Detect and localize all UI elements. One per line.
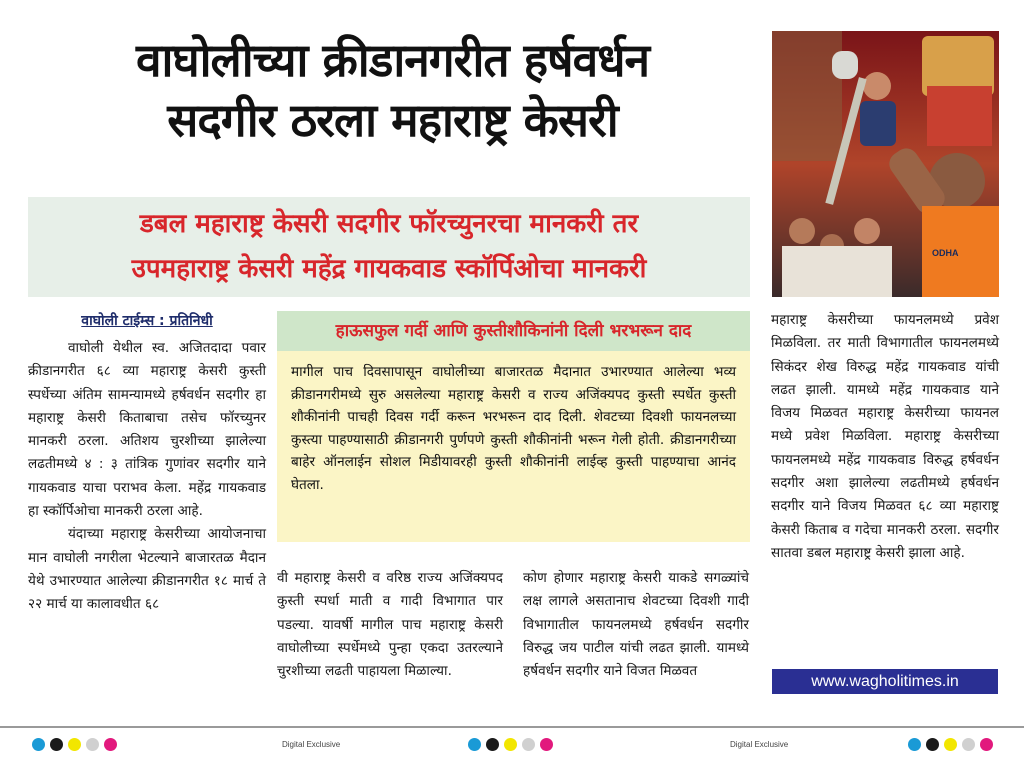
cyan-mark-icon bbox=[468, 738, 481, 751]
black-mark-icon bbox=[486, 738, 499, 751]
yellow-mark-icon bbox=[68, 738, 81, 751]
article-column-1 bbox=[28, 337, 266, 617]
grey-mark-icon bbox=[86, 738, 99, 751]
article-paragraph: महाराष्ट्र केसरीच्या फायनलमध्ये प्रवेश मिळविला. तर माती विभागातील फायनलमध्ये सिकंदर शेख विरुद्ध महेंद्र गायकवाड यांची लढत झाली. यामध्ये महेंद्र गायकवाड याने विजय मिळवत महाराष्ट्र केसरीच्या फायनल मध्ये प्रवेश मिळविला. महाराष्ट्र केसरीच्या फायनलमध्ये महेंद्र गायकवाड विरुद्ध हर्षवर्धन सदगीर अशा झालेल्या लढतीमध्ये हर्षवर्धन सदगीर याने विजय मिळवत ६८ व्या महाराष्ट्र केसरी किताब व गदेचा मानकरी ठरला. सदगीर सातवा डबल महाराष्ट्र केसरी झाला आहे. bbox=[771, 312, 999, 561]
magenta-mark-icon bbox=[980, 738, 993, 751]
headline-line-1: वाघोलीच्या क्रीडानगरीत हर्षवर्धन bbox=[135, 33, 650, 87]
cyan-mark-icon bbox=[908, 738, 921, 751]
black-mark-icon bbox=[926, 738, 939, 751]
article-column-4 bbox=[771, 309, 999, 565]
magenta-mark-icon bbox=[540, 738, 553, 751]
svg-text:ODHA: ODHA bbox=[932, 248, 959, 258]
wrestler-photo-illustration bbox=[772, 31, 999, 297]
headline bbox=[20, 30, 765, 150]
yellow-mark-icon bbox=[504, 738, 517, 751]
grey-mark-icon bbox=[962, 738, 975, 751]
article-paragraph: यंदाच्या महाराष्ट्र केसरीच्या आयोजनाचा मान वाघोली नगरीला भेटल्याने बाजारतळ मैदान येथे उभारण्यात आलेल्या क्रीडानगरीत १८ मार्च ते २२ मार्च या कालावधीत ६८ bbox=[28, 526, 266, 613]
article-column-2 bbox=[277, 567, 503, 683]
footer-tag: Digital Exclusive bbox=[730, 740, 789, 749]
yellow-mark-icon bbox=[944, 738, 957, 751]
highlight-box bbox=[277, 311, 750, 542]
website-banner[interactable]: www.wagholitimes.in bbox=[772, 669, 998, 694]
wrestler-photo bbox=[772, 31, 999, 297]
registration-marks-right bbox=[908, 738, 993, 752]
article-paragraph: कोण होणार महाराष्ट्र केसरी याकडे सगळ्यांचे लक्ष लागले असतानाच शेवटच्या दिवशी गादी विभागातील फायनलमध्ये हर्षवर्धन सदगीर विरुद्ध जय पाटील यांची लढत झाली. यामध्ये हर्षवर्धन सदगीर याने विजत मिळवत bbox=[523, 570, 749, 680]
subheadline bbox=[28, 197, 750, 297]
grey-mark-icon bbox=[522, 738, 535, 751]
footer-tag: Digital Exclusive bbox=[282, 740, 341, 749]
cyan-mark-icon bbox=[32, 738, 45, 751]
headline-line-2: सदगीर ठरला महाराष्ट्र केसरी bbox=[167, 93, 618, 147]
highlight-box-body: मागील पाच दिवसापासून वाघोलीच्या बाजारतळ मैदानात उभारण्यात आलेल्या भव्य क्रीडानगरीमध्ये सुरु असलेल्या महाराष्ट्र केसरी व राज्य अजिंक्यपद कुस्ती स्पर्धेत कुस्ती शौकीनांनी पाचही दिवस गर्दी करून भरभरून दाद दिली. शेवटच्या दिवशी फायनलच्या कुस्त्या पाहण्यासाठी क्रीडानगरी पुर्णपणे कुस्ती शौकीनांनी भरून गेली होती. क्रीडानगरीच्या बाहेर ऑनलाईन सोशल मिडीयावरही कुस्ती शौकीनांनी लाईव्ह कुस्ती पाहण्याचा आनंद घेतला. bbox=[277, 351, 750, 542]
article-column-3 bbox=[523, 567, 749, 683]
magenta-mark-icon bbox=[104, 738, 117, 751]
registration-marks-left bbox=[32, 738, 117, 752]
footer-divider bbox=[0, 726, 1024, 728]
highlight-box-title: हाऊसफुल गर्दी आणि कुस्तीशौकिनांनी दिली भरभरून दाद bbox=[277, 311, 750, 351]
black-mark-icon bbox=[50, 738, 63, 751]
subheadline-line-2: उपमहाराष्ट्र केसरी महेंद्र गायकवाड स्कॉर्पिओचा मानकरी bbox=[131, 254, 647, 284]
byline: वाघोली टाईम्स : प्रतिनिधी bbox=[81, 313, 213, 329]
article-paragraph: वी महाराष्ट्र केसरी व वरिष्ठ राज्य अजिंक्यपद कुस्ती स्पर्धा माती व गादी विभागात पार पडल्या. यावर्षी मागील पाच महाराष्ट्र केसरी वाघोलीच्या स्पर्धेमध्ये पुन्हा एकदा उतरल्याने चुरशीच्या लढती पाहायला मिळाल्या. bbox=[277, 570, 503, 680]
article-paragraph: वाघोली येथील स्व. अजितदादा पवार क्रीडानगरीत ६८ व्या महाराष्ट्र केसरी कुस्ती स्पर्धेच्या अंतिम सामन्यामध्ये हर्षवर्धन सदगीर हा महाराष्ट्र केसरी किताबाचा तसेच फॉरच्युनर मानकरी ठरला. अतिशय चुरशीच्या झालेल्या लढतीमध्ये ४ : ३ तांत्रिक गुणांवर सदगीर याने गायकवाड याचा पराभव केला. महेंद्र गायकवाड हा स्कॉर्पिओचा मानकरी ठरला आहे. bbox=[28, 340, 266, 520]
subheadline-line-1: डबल महाराष्ट्र केसरी सदगीर फॉरच्युनरचा मानकरी तर bbox=[139, 209, 639, 239]
registration-marks-center bbox=[468, 738, 553, 752]
